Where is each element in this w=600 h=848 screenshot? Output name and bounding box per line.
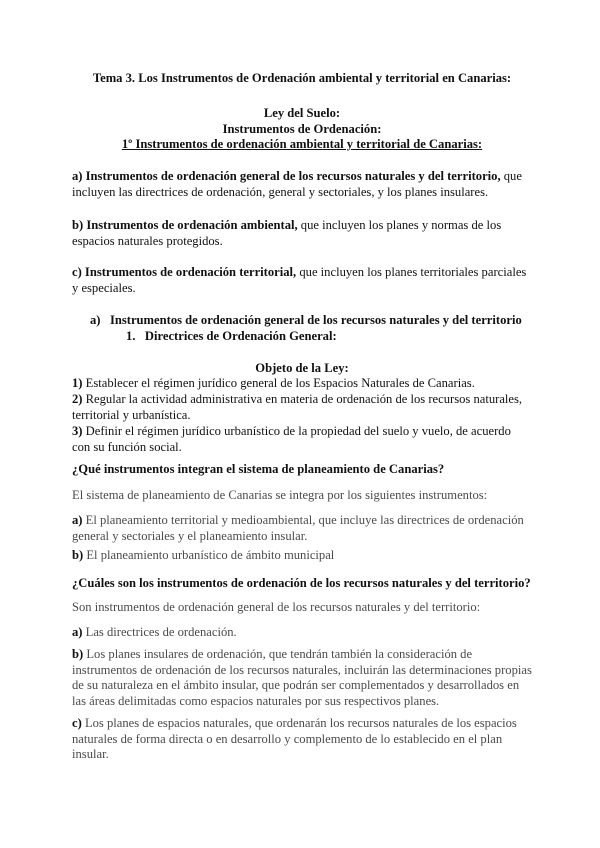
q1-item-a-text: El planeamiento territorial y medioambiental, que incluye las directrices de ordenación general y sectoriales y el planeamiento insular. [72,513,524,543]
heading-instrumentos-canarias: 1º Instrumentos de ordenación ambiental y territorial de Canarias: [121,137,483,151]
objeto-2-text: Regular la actividad administrativa en materia de ordenación de los recursos naturales, territorial y urbanística. [72,392,523,422]
question-2: ¿Cuáles son los instrumentos de ordenación de los recursos naturales y del territorio? [72,576,531,590]
q2-item-b-num: b) [72,647,84,661]
q1-item-b-text: El planeamiento urbanístico de ámbito municipal [83,548,335,562]
question-1: ¿Qué instrumentos integran el sistema de planeamiento de Canarias? [72,462,445,476]
objeto-item-2 [72,392,532,423]
objeto-title: Objeto de la Ley: [255,361,349,375]
q2-item-c [72,716,532,763]
item-a-label: a) Instrumentos de ordenación general de los recursos naturales y del territorio, [72,169,501,183]
item-c [72,265,532,296]
item-b-label: b) Instrumentos de ordenación ambiental, [72,218,298,232]
item-c-text: que incluyen los planes territoriales parciales y especiales. [72,265,527,295]
q2-item-c-num: c) [72,716,82,730]
outline-1-text: Directrices de Ordenación General: [144,329,337,343]
document-title: Tema 3. Los Instrumentos de Ordenación ambiental y territorial en Canarias: [92,71,512,85]
objeto-1-text: Establecer el régimen jurídico general de los Espacios Naturales de Canarias. [82,376,475,390]
outline-level-a [90,313,550,329]
q2-item-b [72,647,532,709]
item-a-text: que incluyen las directrices de ordenación, general y sectoriales, y los planes insulares. [72,169,522,199]
question-1-intro: El sistema de planeamiento de Canarias se integra por los siguientes instrumentos: [72,488,488,502]
q1-item-a-num: a) [72,513,83,527]
question-2-intro: Son instrumentos de ordenación general de los recursos naturales y del territorio: [72,600,481,614]
outline-a-text: Instrumentos de ordenación general de los recursos naturales y del territorio [109,313,522,327]
objeto-3-num: 3) [72,424,83,438]
objeto-1-num: 1) [72,376,83,390]
q2-item-b-text: Los planes insulares de ordenación, que tendrán también la consideración de instrumentos de ordenación de los recursos naturales, incluirán las determinaciones propias de su naturaleza en el ámbito insular, que podrán ser complementados y desarrollados en las áreas delimitadas como espacios naturales por sus respectivos planes. [72,647,532,708]
q1-item-b [72,548,532,564]
outline-a-marker: a) [90,313,101,327]
objeto-2-num: 2) [72,392,83,406]
q1-item-a [72,513,532,544]
q1-item-b-num: b) [72,548,84,562]
heading-ley-del-suelo: Ley del Suelo: [263,106,341,120]
objeto-item-1 [72,376,532,392]
objeto-3-text: Definir el régimen jurídico urbanístico de la propiedad del suelo y vuelo, de acuerdo con su función social. [72,424,511,454]
q2-item-a-text: Las directrices de ordenación. [82,625,237,639]
item-a [72,169,532,200]
item-b-text: que incluyen los planes y normas de los espacios naturales protegidos. [72,218,502,248]
q2-item-a-num: a) [72,625,83,639]
item-c-label: c) Instrumentos de ordenación territorial, [72,265,297,279]
outline-level-1 [126,329,526,345]
outline-1-marker: 1. [126,329,136,343]
heading-instrumentos: Instrumentos de Ordenación: [222,122,382,136]
q2-item-a [72,625,532,641]
objeto-item-3 [72,424,532,455]
item-b [72,218,532,249]
q2-item-c-text: Los planes de espacios naturales, que ordenarán los recursos naturales de los espacios naturales de forma directa o en desarrollo y complemento de lo establecido en el plan insular. [72,716,517,762]
